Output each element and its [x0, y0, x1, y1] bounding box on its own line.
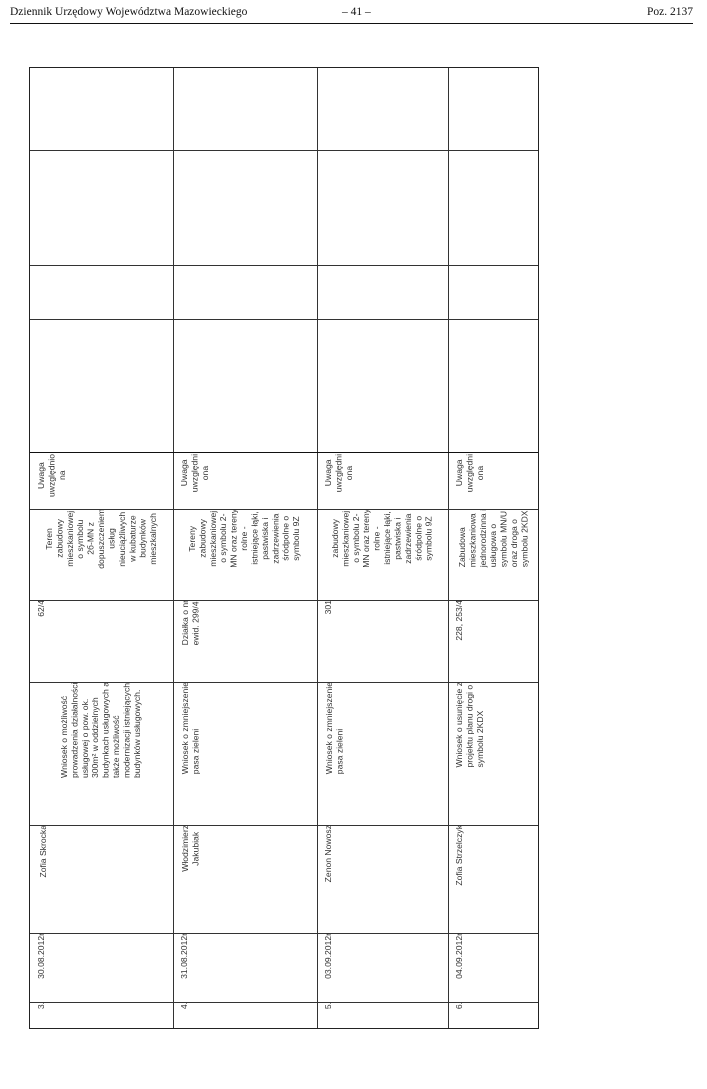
band-divider	[317, 68, 318, 1028]
name-cell	[175, 825, 205, 933]
decision-text: Uwaga uwzględni ona	[323, 454, 355, 493]
journal-title: Dziennik Urzędowy Województwa Mazowieckiego	[10, 6, 248, 18]
row-number: 6.	[453, 1002, 464, 1010]
field-divider	[30, 319, 538, 320]
submission-date: 03.09.2012r	[322, 933, 333, 979]
row-number: 5.	[322, 1002, 333, 1010]
parcel-cell	[319, 600, 337, 682]
field-divider	[30, 265, 538, 266]
plan-designation: Teren zabudowy mieszkaniowej o symbolu 2б-MN z dopuszczeniem usług nieuciążliwych w kubaturze budynków mieszkalnych	[43, 509, 158, 569]
position-number: Poz. 2137	[647, 6, 693, 18]
request-cell	[319, 682, 349, 825]
request-text: Wniosek o zmniejszenie pasa zieleni	[179, 682, 200, 775]
decision-cell	[450, 454, 490, 509]
field-divider	[30, 452, 538, 453]
parcel-cell	[450, 600, 468, 682]
plan-designation: Zabudowa mieszkaniowa jednorodzinna i usługowa o symbolu MN/U oraz droga o symbolu 2KDX	[456, 509, 530, 568]
row-number-cell	[32, 1002, 50, 1028]
plan-cell	[450, 509, 536, 600]
parcel-number: Działka o nr ewid. 299/4	[179, 600, 200, 646]
plan-cell	[319, 509, 445, 600]
request-cell	[450, 682, 490, 825]
submitter-name: Zenon Nowosz	[322, 825, 333, 883]
rotated-table	[29, 67, 539, 1029]
parcel-cell	[175, 600, 205, 682]
submitter-name: Zofia Strzelczyk	[453, 825, 464, 886]
request-cell	[32, 682, 170, 825]
name-cell	[32, 825, 54, 933]
band-divider	[173, 68, 174, 1028]
date-cell	[319, 933, 337, 1002]
plan-designation: zabudowy mieszkaniowej o symbolu 2- MN oraz tereny rolne - istniejące łąki, pastwiska i zadrzewienia śródpolne o symbolu 9Z	[329, 509, 434, 568]
decision-text: Uwaga uwzględnio na	[36, 454, 68, 497]
decision-text: Uwaga uwzględni ona	[179, 454, 211, 493]
plan-cell	[175, 509, 313, 600]
parcel-cell	[32, 600, 50, 682]
decision-cell	[32, 454, 72, 509]
decision-cell	[175, 454, 215, 509]
row-number-cell	[450, 1002, 468, 1028]
submission-date: 31.08.2012r	[178, 933, 189, 979]
row-number-cell	[319, 1002, 337, 1028]
submitter-name: Zofia Skrocka	[37, 825, 48, 878]
page-number: – 41 –	[342, 6, 371, 18]
submission-date: 30.08.2012r	[35, 933, 46, 979]
band-divider	[448, 68, 449, 1028]
row-number: 4.	[178, 1002, 189, 1010]
submission-date: 04.09.2012r	[453, 933, 464, 979]
parcel-number: 62/4	[35, 600, 46, 617]
plan-cell	[32, 509, 170, 600]
submitter-name: Włodzimierz Jakubiak	[179, 825, 200, 872]
decision-text: Uwaga uwzględni ona	[454, 454, 486, 493]
field-divider	[30, 150, 538, 151]
parcel-number: 301	[322, 600, 333, 615]
parcel-number: 228, 253/4	[453, 600, 464, 641]
page-header	[10, 5, 693, 24]
row-number: 3.	[35, 1002, 46, 1010]
name-cell	[319, 825, 337, 933]
row-number-cell	[175, 1002, 193, 1028]
request-text: Wniosek o zmniejszenie pasa zieleni	[323, 682, 344, 775]
request-text: Wniosek o możliwość prowadzenia działalności usługowej o pow. ok. 300m² w oddzielnych budynkach usługowych a także możliwość modernizacji istniejących budynków usługowych.	[59, 682, 143, 779]
date-cell	[450, 933, 468, 1002]
date-cell	[32, 933, 50, 1002]
request-cell	[175, 682, 205, 825]
request-text: Wniosek o usunięcie z projektu planu drogi o symbolu 2KDX	[454, 682, 486, 768]
decision-cell	[319, 454, 359, 509]
date-cell	[175, 933, 193, 1002]
plan-designation: Tereny zabudowy mieszkaniowej o symbolu 2- MN oraz tereny rolne - istniejące łąki, pastwiska i zadrzewienia śródpolne o symbolu 9Z	[186, 509, 301, 568]
name-cell	[450, 825, 468, 933]
